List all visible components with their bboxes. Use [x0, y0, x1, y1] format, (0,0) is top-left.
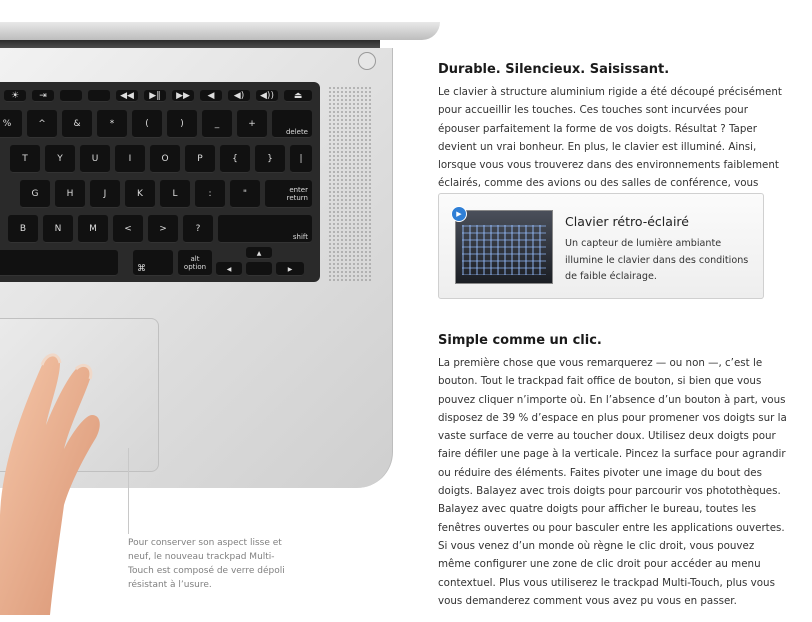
section-title-keyboard: Durable. Silencieux. Saisissant.: [438, 62, 670, 77]
key: G: [20, 180, 50, 208]
power-button-icon: [358, 52, 376, 70]
hand-image: [0, 345, 110, 615]
key: [60, 90, 82, 102]
key: P: [185, 145, 215, 173]
key: J: [90, 180, 120, 208]
key: |: [290, 145, 312, 173]
key: ): [167, 110, 197, 138]
key: ▶▶: [172, 90, 194, 102]
key: ⏏: [284, 90, 312, 102]
trackpad-caption: Pour conserver son aspect lisse et neuf, le nouveau trackpad Multi-Touch est composé de verre dépoli résistant à l’usure.: [128, 538, 285, 590]
caption-pointer-line: [128, 448, 129, 534]
speaker-grille: [328, 86, 372, 282]
key: [88, 90, 110, 102]
key-arrow-down: [246, 262, 272, 276]
key: &: [62, 110, 92, 138]
key-label-return: return: [286, 194, 308, 202]
key: *: [97, 110, 127, 138]
key: I: [115, 145, 145, 173]
key: _: [202, 110, 232, 138]
key: L: [160, 180, 190, 208]
key: ◀◀: [116, 90, 138, 102]
key: M: [78, 215, 108, 243]
key: ◀: [200, 90, 222, 102]
key: ": [230, 180, 260, 208]
key-label-option: option: [183, 263, 207, 271]
key: ◀): [228, 90, 250, 102]
key-return: [265, 180, 312, 208]
key-arrow-left: ◀: [216, 262, 242, 276]
backlit-keyboard-card[interactable]: [438, 193, 764, 299]
key: T: [10, 145, 40, 173]
section-body-trackpad: La première chose que vous remarquerez — ou non —, c’est le bouton. Tout le trackpad fait office de bouton, si bien que vous pouvez cliquer n’importe où. En l’absence d’un bouton à part, vous disposez de 39 % d’espace en plus pour promener vos doigts sur la vaste surface de verre au toucher doux. Utilisez deux doigts pour faire défiler une page à la verticale. Pincez la surface pour agrandir ou réduire des éléments. Faites pivoter une image du bout des doigts. Balayez avec trois doigts pour parcourir vos photothèques. Balayez avec quatre doigts pour afficher le bureau, toutes les fenêtres ouvertes ou pour basculer entre les applications ouvertes. Si vous venez d’un monde où règne le clic droit, vous pouvez même configurer une zone de clic droit pour accéder au menu contextuel. Plus vous utiliserez le trackpad Multi-Touch, plus vous vous demanderez comment vous avez pu vous en passer.: [438, 357, 787, 607]
key: Y: [45, 145, 75, 173]
key: B: [8, 215, 38, 243]
key: }: [255, 145, 285, 173]
key: ▶‖: [144, 90, 166, 102]
key: (: [132, 110, 162, 138]
key: ?: [183, 215, 213, 243]
key: K: [125, 180, 155, 208]
thumbnail-keys: [462, 225, 546, 275]
key-command: ⌘: [133, 250, 173, 276]
key: U: [80, 145, 110, 173]
key: ^: [27, 110, 57, 138]
key: >: [148, 215, 178, 243]
card-title: Clavier rétro-éclairé: [565, 214, 689, 229]
key: O: [150, 145, 180, 173]
key-space: [0, 250, 118, 276]
key: ◀)): [256, 90, 278, 102]
key-label-alt: alt: [190, 255, 200, 263]
key: <: [113, 215, 143, 243]
key: N: [43, 215, 73, 243]
key: {: [220, 145, 250, 173]
laptop-lid: [0, 22, 440, 40]
key: H: [55, 180, 85, 208]
section-body-keyboard: Le clavier à structure aluminium rigide a été découpé précisément pour accueillir les touches. Ces touches sont incurvées pour épouser parfaitement la forme de vos doigts. Résultat ? Taper devient un vrai bonheur. En plus, le clavier est illuminé. Ainsi, lorsque vous vous trouverez dans des environnements faiblement éclairés, comme des avions ou des salles de conférence, vous: [438, 86, 782, 190]
section-title-trackpad: Simple comme un clic.: [438, 333, 602, 348]
key-arrow-right: ▶: [276, 262, 304, 276]
key-delete: delete: [272, 110, 312, 138]
card-description: Un capteur de lumière ambiante illumine le clavier dans des conditions de faible éclairage.: [565, 238, 749, 282]
key: ⇥: [32, 90, 54, 102]
key: %: [0, 110, 22, 138]
play-icon[interactable]: ▶: [451, 206, 467, 222]
backlit-keyboard-thumbnail[interactable]: [455, 210, 553, 284]
key: ☀: [4, 90, 26, 102]
key-option: [178, 250, 212, 276]
key-label-enter: enter: [289, 186, 308, 194]
key: :: [195, 180, 225, 208]
key-shift: shift: [218, 215, 312, 243]
key: +: [237, 110, 267, 138]
key-arrow-up: ▲: [246, 247, 272, 259]
